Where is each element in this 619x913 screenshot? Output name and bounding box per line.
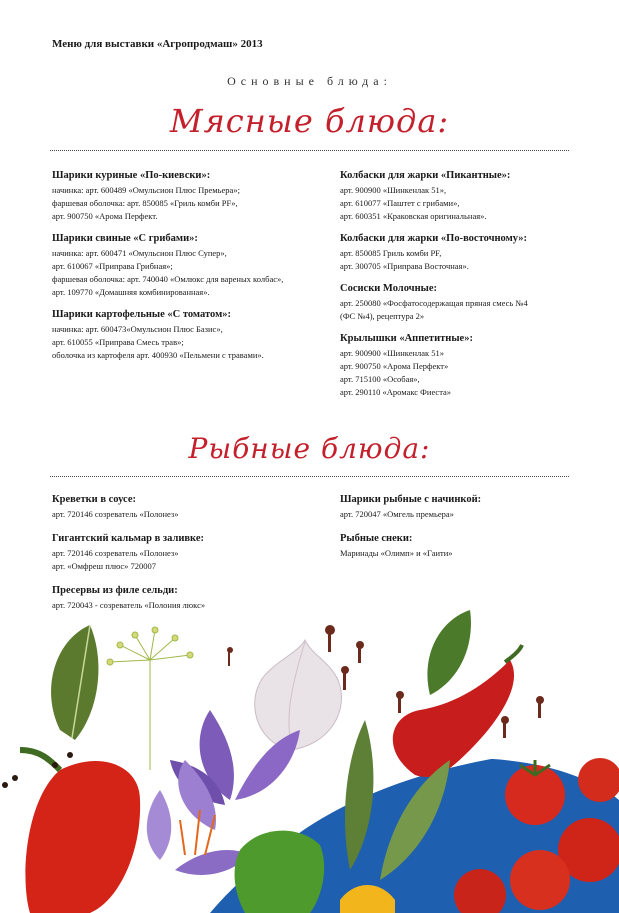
menu-item-title: Крылышки «Аппетитные»: [340,333,473,344]
menu-item [52,233,327,299]
leaf-icon [427,610,471,695]
menu-item-detail: арт. 720146 созреватель «Полонез» [52,548,179,558]
meat-section-title: Мясные блюда: [169,102,450,140]
menu-item [340,533,615,560]
menu-item-title: Колбаски для жарки «По-восточному»: [340,233,528,244]
meat-right-column [340,170,615,409]
menu-item-title: Пресервы из филе сельди: [52,585,178,596]
subtitle: Основные блюда: [227,74,392,88]
menu-item [52,309,327,362]
menu-item-detail: арт. 900900 «Шинкенлак 51», [340,185,447,195]
menu-item-detail: арт. 610055 «Приправа Смесь трав»; [52,337,184,347]
menu-item-detail: оболочка из картофеля арт. 400930 «Пельмени с травами». [52,350,264,360]
menu-item-detail: фаршевая оболочка: арт. 850085 «Гриль комби PF», [52,198,238,208]
menu-item [340,283,615,323]
menu-item [340,170,615,223]
bell-pepper-red-icon [25,761,140,913]
menu-item [340,233,615,273]
menu-item-detail: начинка: арт. 600471 «Омульсион Плюс Супер», [52,248,227,258]
menu-item-detail: арт. 900900 «Шинкенлак 51» [340,348,445,358]
menu-item-detail: арт. 109770 «Домашняя комбинированная». [52,287,210,297]
menu-item-detail: фаршевая оболочка: арт. 740040 «Омлюкс для вареных колбас», [52,274,284,284]
menu-item-title: Сосиски Молочные: [340,283,438,294]
menu-item-detail: арт. 720043 - созреватель «Полония люкс» [52,600,206,610]
fish-right-column [340,494,615,572]
menu-item-detail: арт. 250080 «Фосфатосодержащая пряная смесь №4 [340,298,528,308]
bell-pepper-green-icon [235,831,325,913]
menu-item [52,533,327,573]
menu-item-detail: арт. 610067 «Приправа Грибная»; [52,261,173,271]
menu-item-title: Шарики картофельные «С томатом»: [52,309,231,320]
menu-item-title: Шарики куриные «По-киевски»: [52,170,211,181]
menu-item-detail: арт. 720047 «Омгель премьера» [340,509,454,519]
menu-item-detail: арт. 290110 «Аромакс Фиеста» [340,387,452,397]
menu-item [340,333,615,399]
vegetables-illustration [0,600,619,913]
menu-item-title: Колбаски для жарки «Пикантные»: [340,170,511,181]
menu-item-detail: арт. «Омфреш плюс» 720007 [52,561,156,571]
dill-icon [107,627,193,770]
menu-item-title: Шарики рыбные с начинкой: [340,494,482,505]
menu-item-detail: арт. 600351 «Краковская оригинальная». [340,211,487,221]
menu-item-title: Креветки в соусе: [52,494,137,505]
menu-item-detail: арт. 300705 «Приправа Восточная». [340,261,469,271]
meat-left-column [52,170,327,372]
menu-item [52,170,327,223]
menu-item-detail: арт. 850085 Гриль комби PF, [340,248,442,258]
fish-section-title: Рыбные блюда: [188,432,431,465]
menu-item-detail: Маринады «Олимп» и «Гаити» [340,548,453,558]
menu-item-detail: арт. 610077 «Паштет с грибами», [340,198,460,208]
menu-item-detail: начинка: арт. 600473«Омульсион Плюс Базис», [52,324,223,334]
divider [50,476,569,477]
menu-item [340,494,615,521]
menu-item-title: Гигантский кальмар в заливке: [52,533,205,544]
menu-item-detail: (ФС №4), рецептура 2» [340,311,425,321]
menu-item-title: Рыбные снеки: [340,533,413,544]
menu-item-detail: начинка: арт. 600489 «Омульсион Плюс Премьера»; [52,185,240,195]
page-header: Меню для выставки «Агропродмаш» 2013 [52,38,263,50]
divider [50,150,569,151]
menu-item-detail: арт. 900750 «Арома Перфект» [340,361,449,371]
menu-item-detail: арт. 720146 созреватель «Полонез» [52,509,179,519]
menu-item [52,494,327,521]
menu-item-detail: арт. 715100 «Особая», [340,374,420,384]
menu-item-title: Шарики свиные «С грибами»: [52,233,198,244]
menu-item-detail: арт. 900750 «Арома Перфект. [52,211,158,221]
